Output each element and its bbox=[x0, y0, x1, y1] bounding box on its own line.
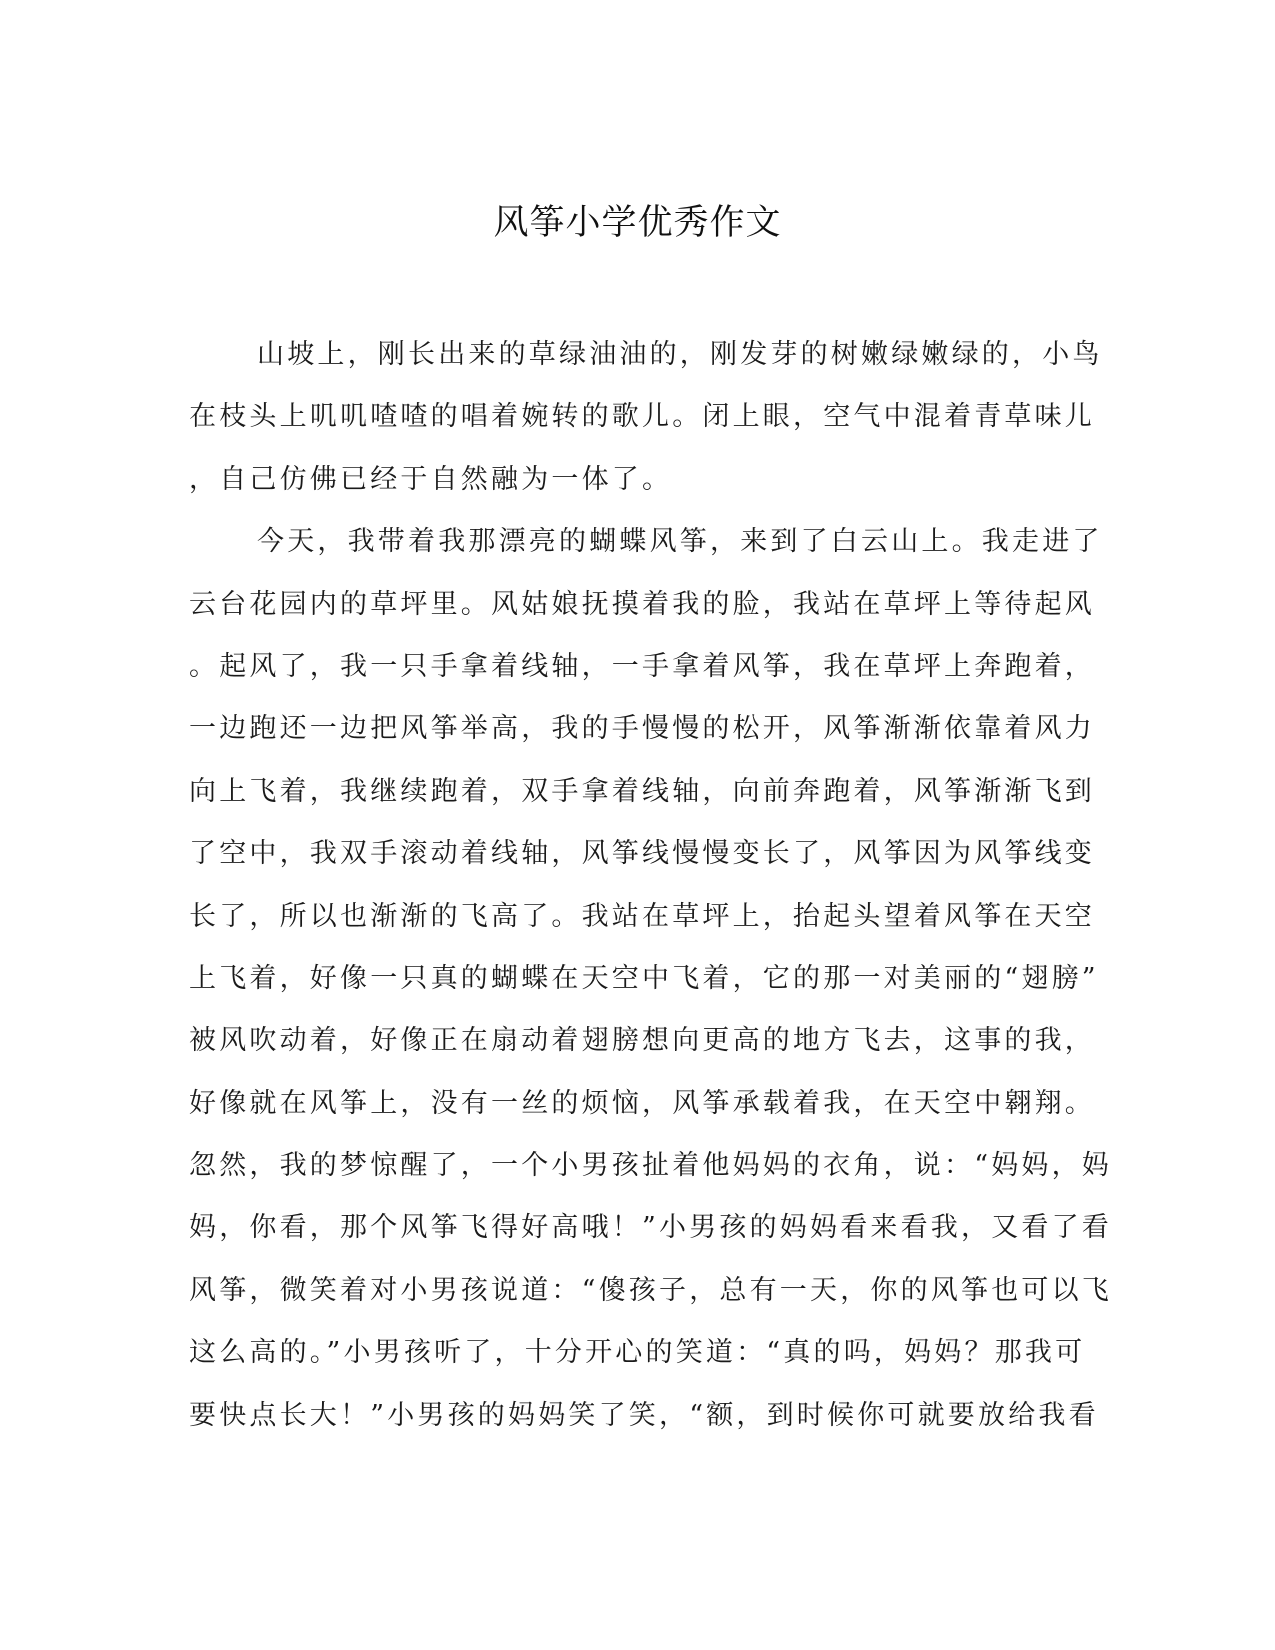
paragraph-1-line-3: ，自己仿佛已经于自然融为一体了。 bbox=[189, 463, 673, 495]
paragraph-2-line-3: 。起风了，我一只手拿着线轴，一手拿着风筝，我在草坪上奔跑着， bbox=[189, 650, 1095, 682]
document-body bbox=[189, 324, 1113, 1447]
paragraph-2-line-4: 一边跑还一边把风筝举高，我的手慢慢的松开，风筝渐渐依靠着风力 bbox=[189, 713, 1095, 745]
paragraph-2-line-2: 云台花园内的草坪里。风姑娘抚摸着我的脸，我站在草坪上等待起风 bbox=[189, 588, 1095, 620]
paragraph-2-line-14: 这么高的。”小男孩听了，十分开心的笑道：“真的吗，妈妈？那我可 bbox=[189, 1337, 1086, 1369]
paragraph-2-line-13: 风筝，微笑着对小男孩说道：“傻孩子，总有一天，你的风筝也可以飞 bbox=[189, 1274, 1113, 1306]
paragraph-2-line-15: 要快点长大！”小男孩的妈妈笑了笑，“额，到时候你可就要放给我看 bbox=[189, 1399, 1099, 1431]
paragraph-2-line-1: 今天，我带着我那漂亮的蝴蝶风筝，来到了白云山上。我走进了 bbox=[257, 526, 1103, 558]
document-title: 风筝小学优秀作文 bbox=[493, 203, 782, 243]
paragraph-2-line-11: 忽然，我的梦惊醒了，一个小男孩扯着他妈妈的衣角，说：“妈妈，妈 bbox=[189, 1150, 1113, 1182]
paragraph-1-line-2: 在枝头上叽叽喳喳的唱着婉转的歌儿。闭上眼，空气中混着青草味儿 bbox=[189, 401, 1095, 433]
paragraph-2-line-8: 上飞着，好像一只真的蝴蝶在天空中飞着，它的那一对美丽的“翅膀” bbox=[189, 962, 1099, 994]
paragraph-2-line-10: 好像就在风筝上，没有一丝的烦恼，风筝承载着我，在天空中翱翔。 bbox=[189, 1087, 1095, 1119]
paragraph-2-line-7: 长了，所以也渐渐的飞高了。我站在草坪上，抬起头望着风筝在天空 bbox=[189, 900, 1095, 932]
paragraph-2-line-12: 妈，你看，那个风筝飞得好高哦！”小男孩的妈妈看来看我，又看了看 bbox=[189, 1212, 1113, 1244]
paragraph-2-line-5: 向上飞着，我继续跑着，双手拿着线轴，向前奔跑着，风筝渐渐飞到 bbox=[189, 775, 1095, 807]
paragraph-2-line-9: 被风吹动着，好像正在扇动着翅膀想向更高的地方飞去，这事的我， bbox=[189, 1025, 1095, 1057]
paragraph-1-line-1: 山坡上，刚长出来的草绿油油的，刚发芽的树嫩绿嫩绿的，小鸟 bbox=[257, 339, 1103, 370]
paragraph-2-line-6: 了空中，我双手滚动着线轴，风筝线慢慢变长了，风筝因为风筝线变 bbox=[189, 838, 1095, 870]
